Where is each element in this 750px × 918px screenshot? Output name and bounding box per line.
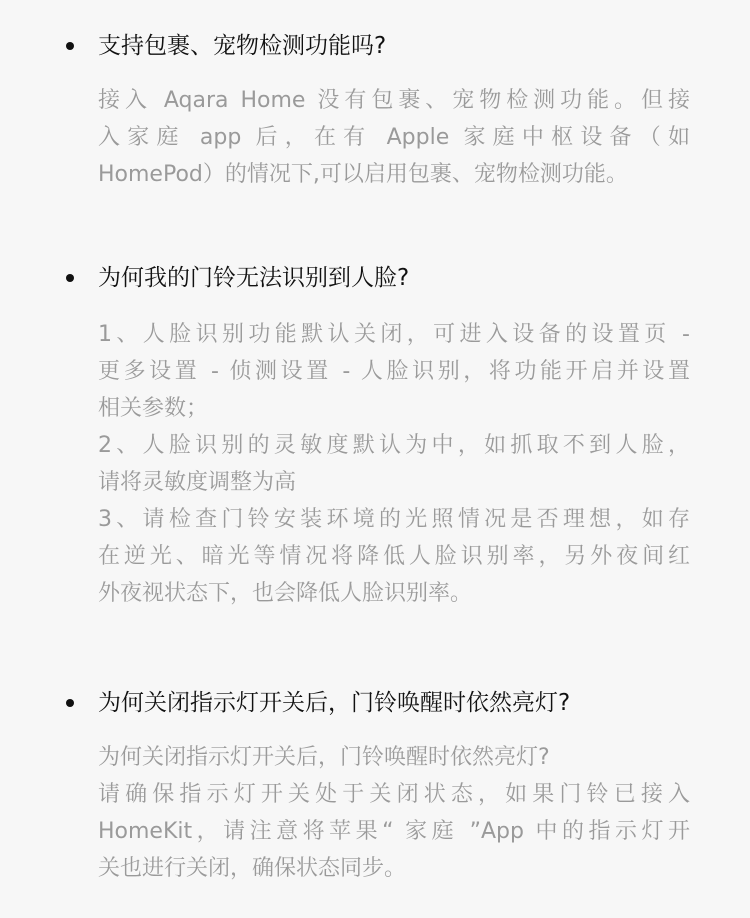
faq-answer bbox=[0, 316, 750, 612]
faq-item-package-pet-detection bbox=[0, 28, 750, 193]
faq-question bbox=[0, 260, 750, 296]
faq-answer bbox=[0, 739, 750, 887]
faq-answer-line: 入家庭 app 后，在有 Apple 家庭中枢设备（如 bbox=[98, 125, 690, 150]
faq-answer bbox=[0, 82, 750, 193]
faq-question bbox=[0, 685, 750, 721]
faq-answer-line: 接入 Aqara Home 没有包裹、宠物检测功能。但接 bbox=[98, 88, 690, 113]
faq-answer-line: 关也进行关闭，确保状态同步。 bbox=[98, 856, 407, 881]
faq-answer-line: HomePod）的情况下,可以启用包裹、宠物检测功能。 bbox=[98, 162, 628, 187]
faq-answer-line: 更多设置 - 侦测设置 - 人脸识别，将功能开启并设置 bbox=[98, 359, 690, 384]
bullet-dot-icon bbox=[66, 274, 74, 282]
faq-item-face-recognition bbox=[0, 260, 750, 612]
faq-answer-line: HomeKit，请注意将苹果“ 家庭 ”App 中的指示灯开 bbox=[98, 819, 690, 844]
faq-answer-line: 3、请检查门铃安装环境的光照情况是否理想，如存 bbox=[98, 507, 690, 532]
faq-question-text: 为何关闭指示灯开关后，门铃唤醒时依然亮灯? bbox=[98, 690, 571, 716]
faq-item-indicator-light bbox=[0, 685, 750, 887]
faq-answer-line: 2、人脸识别的灵敏度默认为中，如抓取不到人脸， bbox=[98, 433, 690, 458]
faq-question bbox=[0, 28, 750, 64]
faq-answer-line: 1、人脸识别功能默认关闭，可进入设备的设置页 - bbox=[98, 322, 690, 347]
bullet-dot-icon bbox=[66, 42, 74, 50]
faq-answer-line: 在逆光、暗光等情况将降低人脸识别率，另外夜间红 bbox=[98, 544, 690, 569]
faq-answer-line: 相关参数； bbox=[98, 396, 209, 421]
faq-answer-line: 请确保指示灯开关处于关闭状态，如果门铃已接入 bbox=[98, 782, 690, 807]
faq-question-text: 支持包裹、宠物检测功能吗? bbox=[98, 33, 387, 59]
faq-answer-line: 请将灵敏度调整为高 bbox=[98, 470, 297, 495]
bullet-dot-icon bbox=[66, 699, 74, 707]
faq-answer-line: 为何关闭指示灯开关后，门铃唤醒时依然亮灯? bbox=[98, 745, 550, 770]
faq-answer-line: 外夜视状态下，也会降低人脸识别率。 bbox=[98, 581, 473, 606]
faq-question-text: 为何我的门铃无法识别到人脸? bbox=[98, 265, 410, 291]
